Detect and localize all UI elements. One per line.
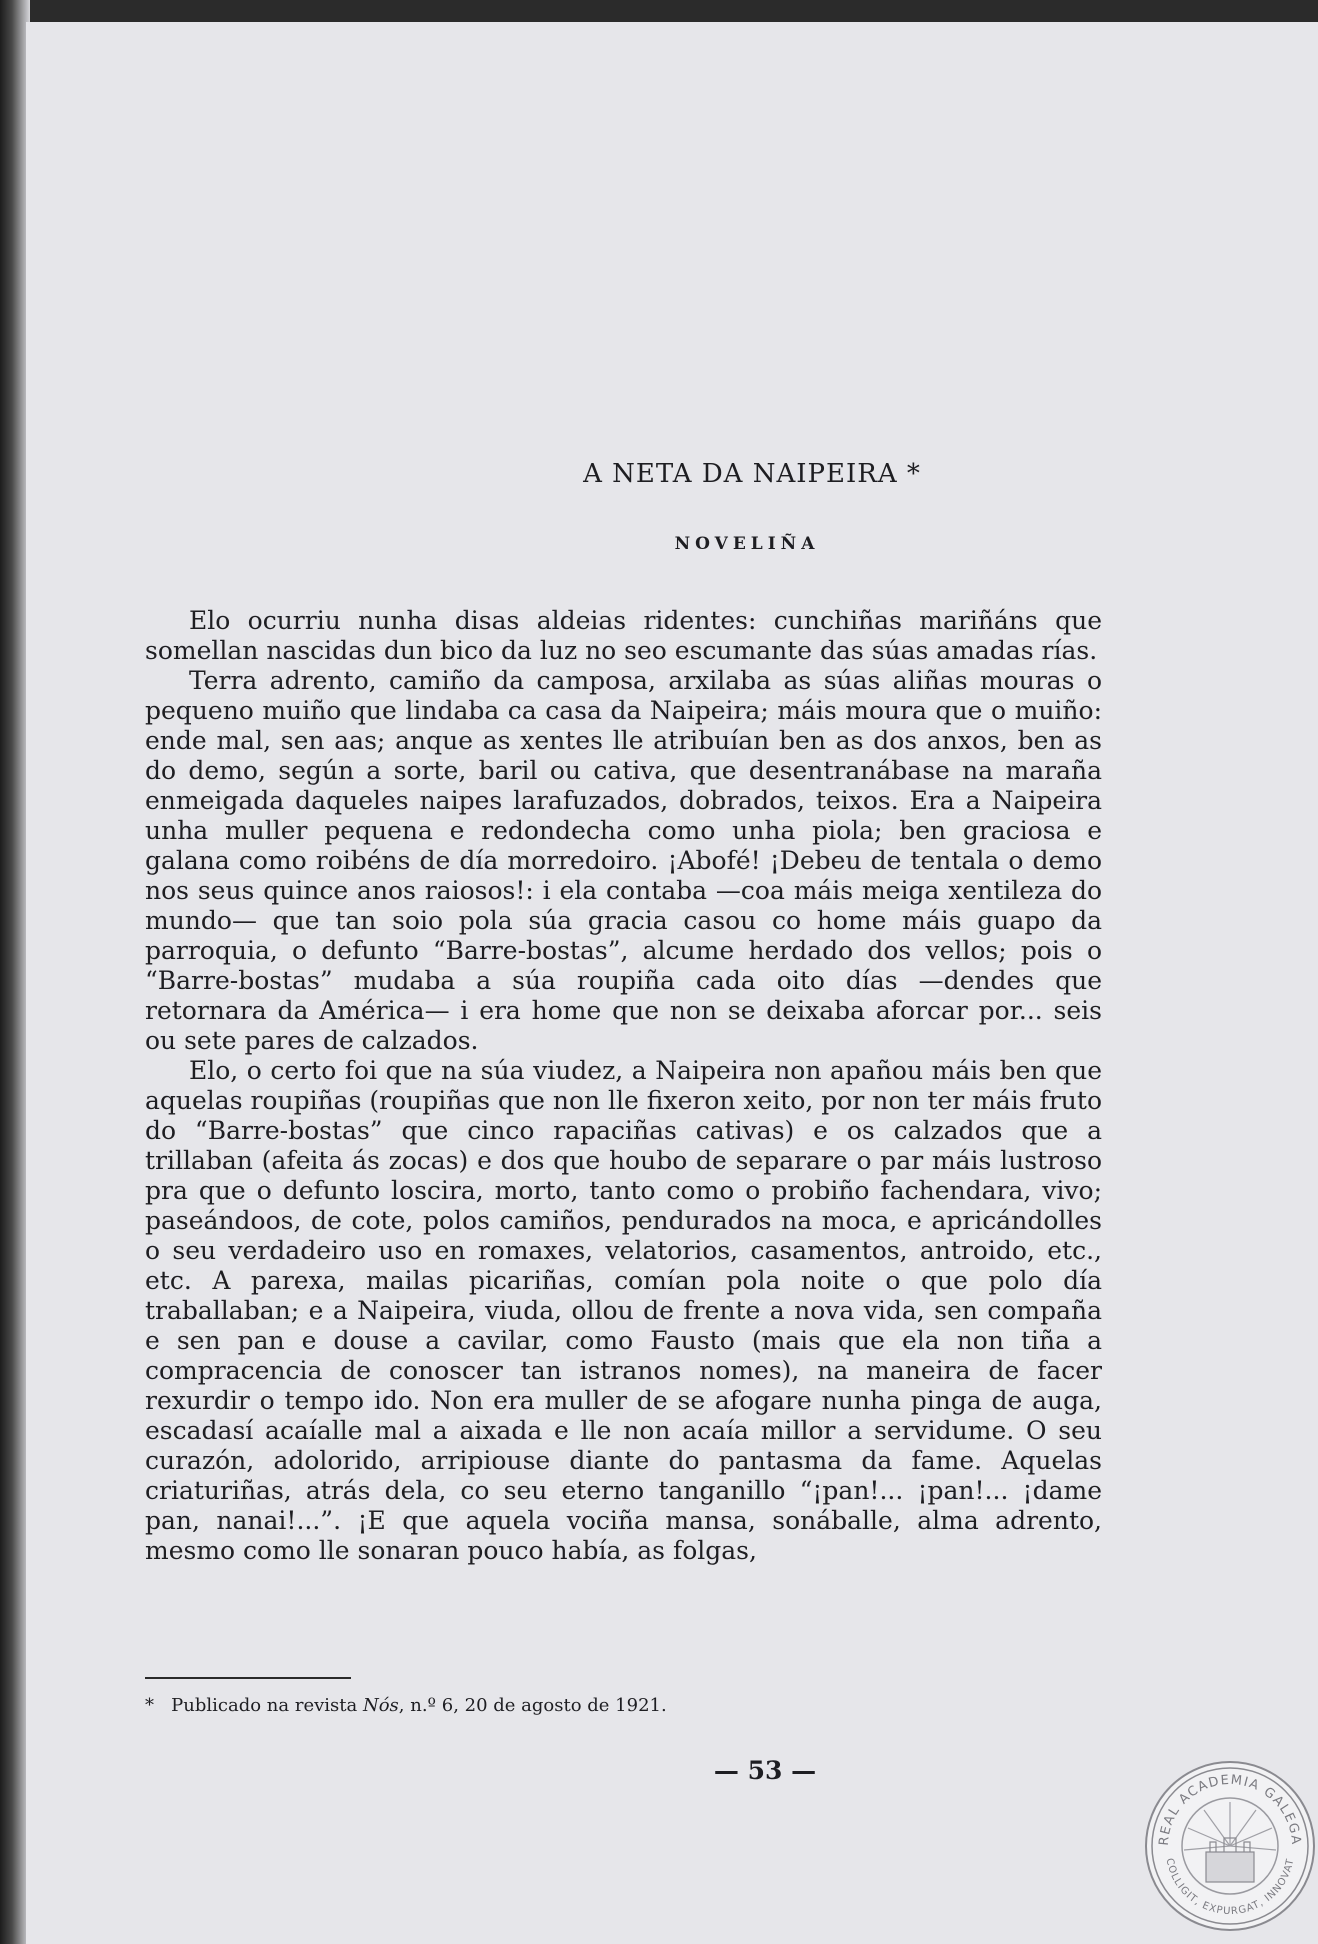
academy-seal-stamp <box>1144 1760 1316 1932</box>
stamp-text-top: REAL ACADEMIA GALEGA <box>1156 1772 1304 1847</box>
footnote-text-before: Publicado na revista <box>171 1695 363 1716</box>
footnote-journal: Nós <box>362 1695 399 1716</box>
page-number-container <box>26 1756 1318 1785</box>
stamp-text-bottom: COLLIGIT, EXPURGAT, INNOVAT <box>1163 1857 1297 1918</box>
paragraph-2: Terra adrento, camiño da camposa, arxilaba as súas aliñas mouras o pequeno muiño que lindaba ca casa da Naipeira; máis moura que o muiño: ende mal, sen aas; anque as xentes lle atribuían ben as dos anxos, ben as do demo, según a sorte, baril ou cativa, que desentranábase na maraña enmeigada daqueles naipes larafuzados, dobrados, teixos. Era a Naipeira unha muller pequena e redondecha como unha piola; ben graciosa e galana como roibéns de día morredoiro. ¡Abofé! ¡Debeu de tentala o demo nos seus quince anos raiosos!: i ela contaba —coa máis meiga xentileza do mundo— que tan soio pola súa gracia casou co home máis guapo da parroquia, o defunto “Barre-bostas”, alcume herdado dos vellos; pois o “Barre-bostas” mudaba a súa roupiña cada oito días —dendes que retornara da América— i era home que non se deixaba aforcar por... seis ou sete pares de calzados. <box>145 666 1102 1055</box>
paragraph-1: Elo ocurriu nunha disas aldeias ridentes: cunchiñas mariñáns que somellan nascidas dun bico da luz no seo escumante das súas amadas rías. <box>145 606 1102 665</box>
subtitle-container <box>26 534 1318 554</box>
paragraph-3: Elo, o certo foi que na súa viudez, a Naipeira non apañou máis ben que aquelas roupiñas (roupiñas que non lle fixeron xeito, por non ter máis fruto do “Barre-bostas” que cinco rapaciñas cativas) e os calzados que a trillaban (afeita ás zocas) e dos que houbo de separare o par máis lustroso pra que o defunto loscira, morto, tanto como o probiño fachendara, vivo; paseándoos, de cote, polos camiños, pendurados na moca, e apricándolles o seu verdadeiro uso en romaxes, velatorios, casamentos, antroido, etc., etc. A parexa, mailas picariñas, comían pola noite o que polo día traballaban; e a Naipeira, viuda, ollou de frente a nova vida, sen compaña e sen pan e douse a cavilar, como Fausto (mais que ela non tiña a compracencia de conoscer tan istranos nomes), na maneira de facer rexurdir o tempo ido. Non era muller de se afogare nunha pinga de auga, escadasí acaíalle mal a aixada e lle non acaía millor a servidume. O seu curazón, adolorido, arripiouse diante do pantasma da fame. Aquelas criaturiñas, atrás dela, co seu eterno tanganillo “¡pan!... ¡pan!... ¡dame pan, nanai!...”. ¡E que aquela vociña mansa, sonáballe, alma adrento, mesmo como lle sonaran pouco había, as folgas, <box>145 1056 1102 1565</box>
page-subtitle: NOVELIÑA <box>674 534 820 554</box>
footnote-rule <box>145 1677 351 1679</box>
page-title: A NETA DA NAIPEIRA * <box>583 459 921 489</box>
title-container <box>26 459 1318 489</box>
footnote-text-after: , n.º 6, 20 de agosto de 1921. <box>398 1695 667 1716</box>
page-number: — 53 — <box>713 1756 817 1785</box>
document-page <box>26 22 1318 1944</box>
footnote <box>145 1694 1105 1718</box>
footnote-marker: * <box>145 1695 154 1716</box>
body-text <box>145 606 1102 1566</box>
